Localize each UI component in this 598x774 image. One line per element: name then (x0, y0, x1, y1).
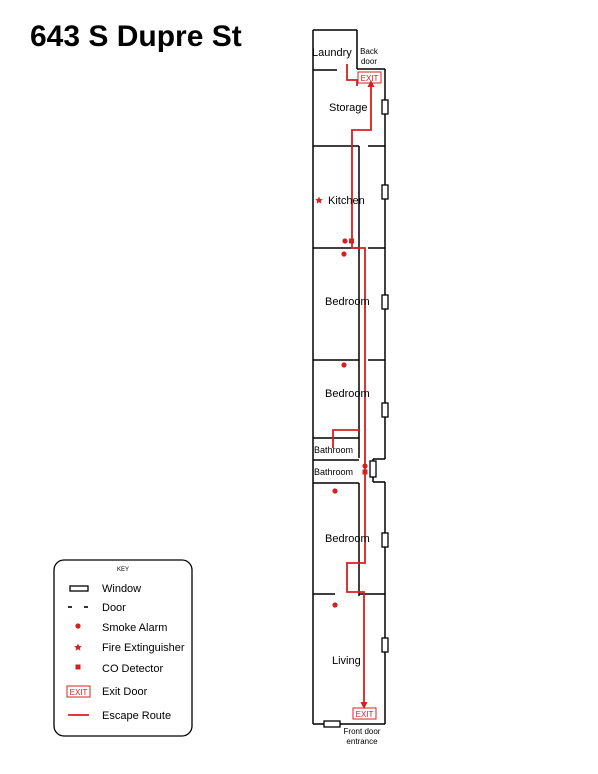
room-label-bathroom: Bathroom (314, 445, 354, 455)
smoke-alarm-icon (341, 362, 346, 367)
room-label-bathroom: Bathroom (314, 467, 354, 477)
room-label-living: Living (332, 655, 361, 667)
legend-fire-extinguisher: Fire Extinguisher (102, 642, 185, 654)
escape-routes (333, 64, 375, 709)
room-labels (312, 47, 370, 667)
room-label-bedroom: Bedroom (325, 533, 370, 545)
room-label-bedroom: Bedroom (325, 296, 370, 308)
co-detector-icon (349, 239, 354, 244)
smoke-alarm-icon (341, 251, 346, 256)
outer-walls (313, 30, 385, 724)
back-door-label: Back (360, 47, 378, 56)
legend-window: Window (102, 583, 142, 595)
front-door-label: Front door (343, 727, 381, 736)
interior-walls (313, 70, 385, 596)
back-door-label: door (360, 57, 378, 66)
smoke-alarm-icon (362, 463, 367, 468)
room-label-laundry: Laundry (312, 47, 352, 59)
exit-sign-front-text: EXIT (355, 710, 374, 719)
window (382, 403, 388, 417)
exit-door-icon-text: EXIT (69, 688, 88, 697)
window-icon (70, 586, 88, 591)
room-label-kitchen: Kitchen (328, 195, 365, 207)
room-label-bedroom: Bedroom (325, 388, 370, 400)
legend (54, 560, 192, 736)
escape-route-laundry (347, 64, 357, 86)
legend-door: Door (102, 602, 126, 614)
fire-extinguisher-icon (315, 197, 323, 204)
smoke-alarm-icon (332, 488, 337, 493)
legend-heading: KEY (116, 567, 130, 573)
co-detector-icon (363, 470, 368, 475)
smoke-alarm-icon (332, 602, 337, 607)
address-title: 643 S Dupre St (30, 20, 242, 53)
legend-smoke-alarm: Smoke Alarm (102, 622, 168, 634)
window (324, 721, 340, 727)
room-label-storage: Storage (329, 102, 368, 114)
legend-escape-route: Escape Route (102, 710, 172, 722)
window (382, 185, 388, 199)
smoke-alarm-icon (75, 623, 80, 628)
front-door-label: entrance (346, 737, 378, 746)
window (382, 295, 388, 309)
window (382, 100, 388, 114)
legend-exit-door: Exit Door (102, 686, 148, 698)
smoke-alarm-icon (342, 238, 347, 243)
window (382, 638, 388, 652)
legend-co-detector: CO Detector (102, 663, 164, 675)
co-detector-icon (76, 665, 81, 670)
exit-sign-back-text: EXIT (360, 74, 379, 83)
window (370, 461, 376, 477)
window (382, 533, 388, 547)
